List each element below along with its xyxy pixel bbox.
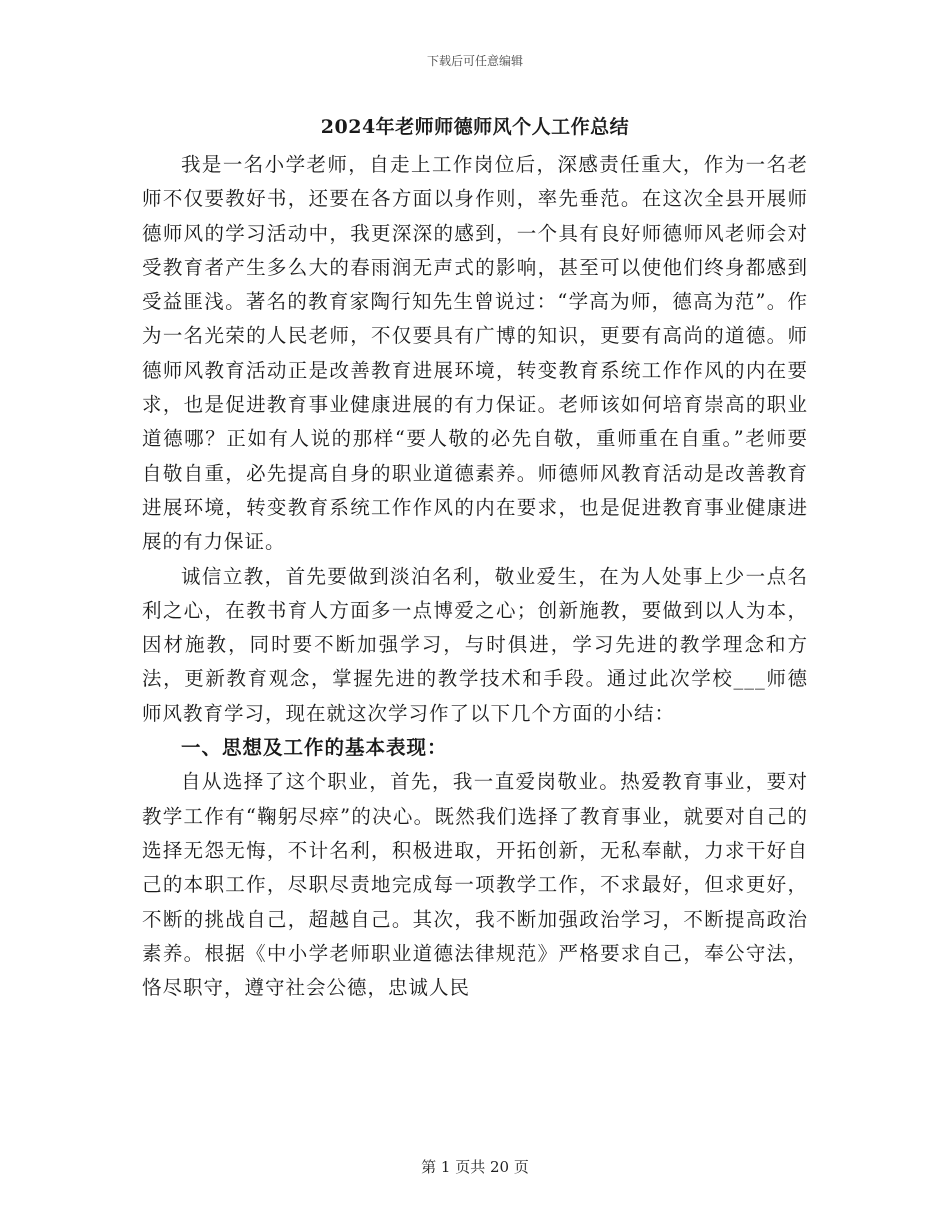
paragraph-2: 诚信立教，首先要做到淡泊名利，敬业爱生，在为人处事上少一点名利之心，在教书育人方面多一点博爱之心；创新施教，要做到以人为本，因材施教，同时要不断加强学习，与时俱进，学习先进的教学理念和方法，更新教育观念，掌握先进的教学技术和手段。通过此次学校___师德师风教育学习，现在就这次学习作了以下几个方面的小结：: [142, 564, 808, 725]
document-title: 2024年老师师德师风个人工作总结: [320, 116, 630, 138]
paragraph-1: 我是一名小学老师，自走上工作岗位后，深感责任重大，作为一名老师不仅要教好书，还要在各方面以身作则，率先垂范。在这次全县开展师德师风的学习活动中，我更深深的感到，一个具有良好师德师风老师会对受教育者产生多么大的春雨润无声式的影响，甚至可以使他们终身都感到受益匪浅。著名的教育家陶行知先生曾说过：“学高为师，德高为范”。作为一名光荣的人民老师，不仅要具有广博的知识，更要有高尚的道德。师德师风教育活动正是改善教育进展环境，转变教育系统工作作风的内在要求，也是促进教育事业健康进展的有力保证。老师该如何培育崇高的职业道德哪？正如有人说的那样“要人敬的必先自敬，重师重在自重。”老师要自敬自重，必先提高自身的职业道德素养。师德师风教育活动是改善教育进展环境，转变教育系统工作作风的内在要求，也是促进教育事业健康进展的有力保证。: [142, 153, 808, 554]
page-footer: 第 1 页共 20 页: [421, 1158, 529, 1176]
document-body: [142, 148, 808, 1005]
section-heading-1: 一、思想及工作的基本表现：: [181, 736, 448, 760]
paragraph-3: 自从选择了这个职业，首先，我一直爱岗敬业。热爱教育事业，要对教学工作有“鞠躬尽瘁”的决心。既然我们选择了教育事业，就要对自己的选择无怨无悔，不计名利，积极进取，开拓创新，无私奉献，力求干好自己的本职工作，尽职尽责地完成每一项教学工作，不求最好，但求更好，不断的挑战自己，超越自己。其次，我不断加强政治学习，不断提高政治素养。根据《中小学老师职业道德法律规范》严格要求自己，奉公守法，恪尽职守，遵守社会公德，忠诚人民: [142, 770, 808, 1000]
header-note: 下载后可任意编辑: [426, 54, 523, 68]
